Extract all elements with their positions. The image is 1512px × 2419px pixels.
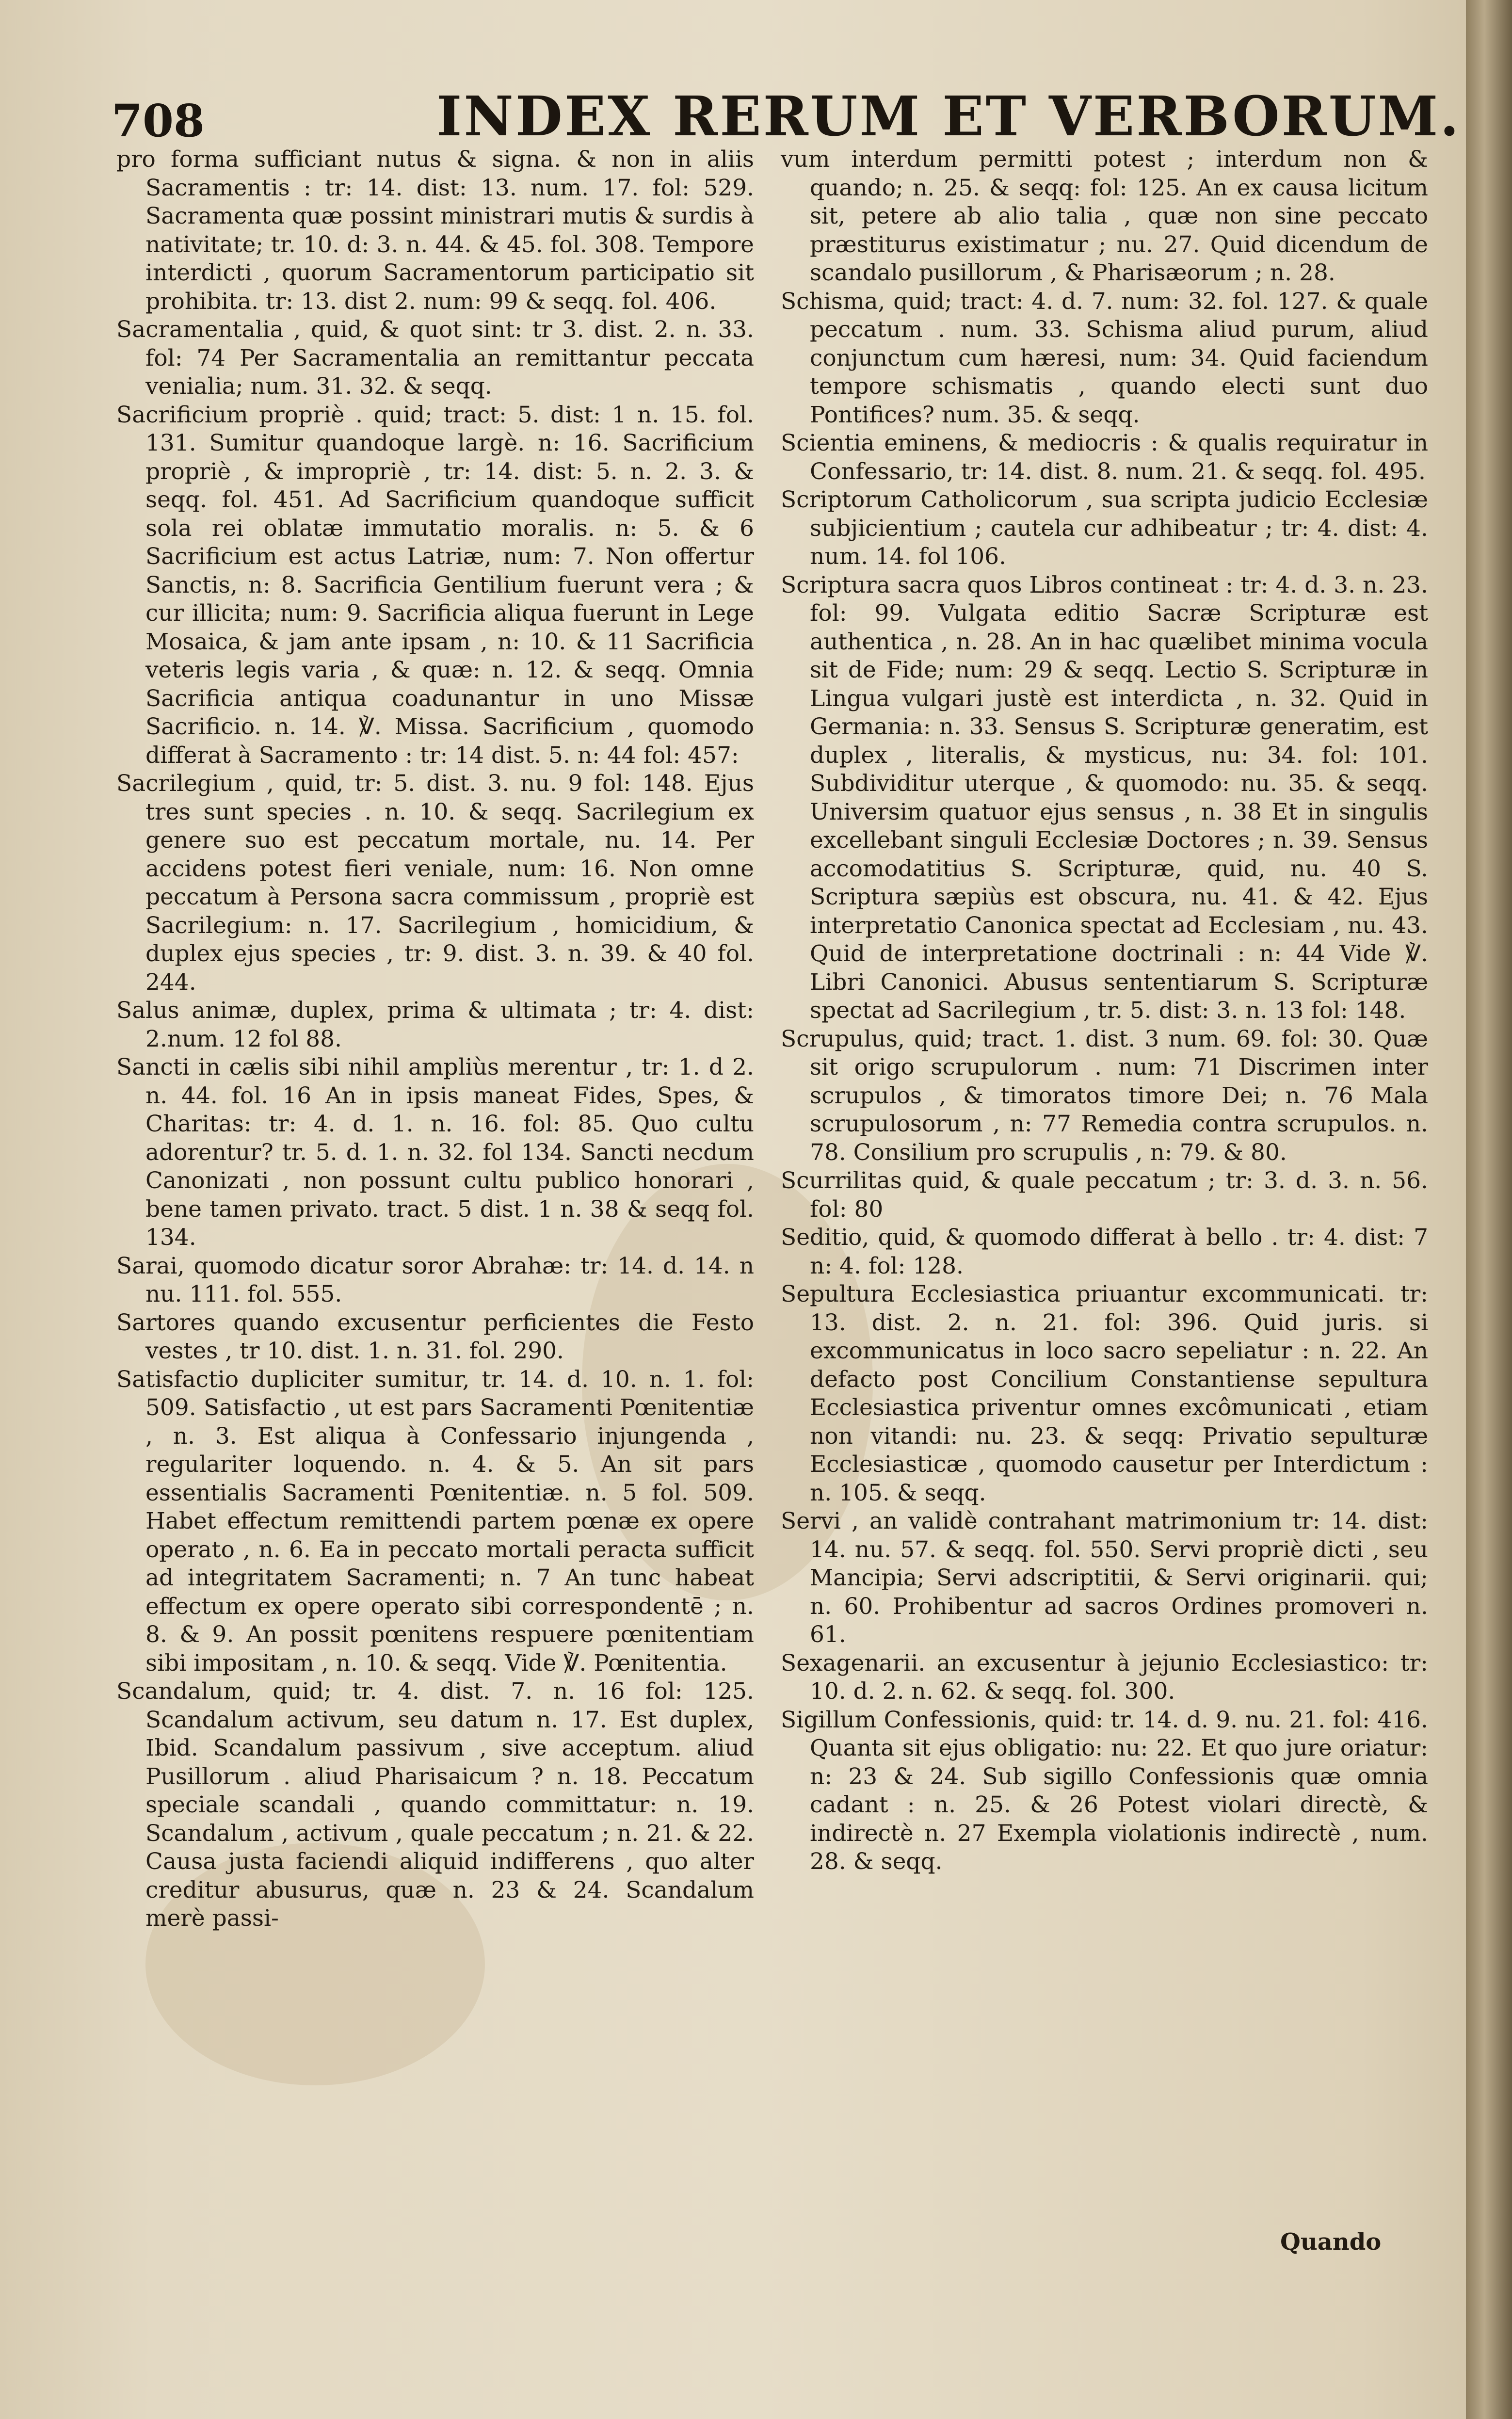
index-entry: Sacramentalia , quid, & quot sint: tr 3. dist. 2. n. 33. fol: 74 Per Sacramentalia an remittantur peccata venialia; num. 31. 32. & seqq.	[116, 316, 754, 400]
index-entry: Seditio, quid, & quomodo differat à bello . tr: 4. dist: 7 n: 4. fol: 128.	[781, 1224, 1428, 1279]
index-entry: Scriptorum Catholicorum , sua scripta judicio Ecclesiæ subjicientium ; cautela cur adhibeatur ; tr: 4. dist: 4. num. 14. fol 106.	[781, 486, 1428, 570]
index-entry: Salus animæ, duplex, prima & ultimata ; tr: 4. dist: 2.num. 12 fol 88.	[116, 997, 754, 1052]
index-entry: Schisma, quid; tract: 4. d. 7. num: 32. fol. 127. & quale peccatum . num. 33. Schisma aliud purum, aliud conjunctum cum hæresi, num: 34. Quid faciendum tempore schismatis , quando electi sunt duo Pontifices? num. 35. & seqq.	[781, 288, 1428, 428]
index-entry: Sacrificium propriè . quid; tract: 5. dist: 1 n. 15. fol. 131. Sumitur quandoque largè. n: 16. Sacrificium propriè , & impropriè , tr: 14. dist: 5. n. 2. 3. & seqq. fol. 451. Ad Sacrificium quandoque sufficit sola rei oblatæ immutatio moralis. n: 5. & 6 Sacrificium est actus Latriæ, num: 7. Non offertur Sanctis, n: 8. Sacrificia Gentilium fuerunt vera ; & cur illicita; num: 9. Sacrificia aliqua fuerunt in Lege Mosaica, & jam ante ipsam , n: 10. & 11 Sacrificia veteris legis varia , & quæ: n. 12. & seqq. Omnia Sacrificia antiqua coadunantur in uno Missæ Sacrificio. n. 14. ℣. Missa. Sacrificium , quomodo differat à Sacramento : tr: 14 dist. 5. n: 44 fol: 457:	[116, 401, 754, 769]
index-entry: Sartores quando excusentur perficientes die Festo vestes , tr 10. dist. 1. n. 31. fol. 290.	[116, 1309, 754, 1364]
page-edge-shadow	[1466, 0, 1512, 2419]
left-column	[116, 145, 754, 1933]
index-entry: Sexagenarii. an excusentur à jejunio Ecclesiastico: tr: 10. d. 2. n. 62. & seqq. fol. 300.	[781, 1649, 1428, 1705]
index-entry: Sepultura Ecclesiastica priuantur excommunicati. tr: 13. dist. 2. n. 21. fol: 396. Quid juris. si excommunicatus in loco sacro sepeliatur : n. 22. An defacto post Concilium Constantiense sepultura Ecclesiastica priventur omnes excômunicati , etiam non vitandi: nu. 23. & seqq: Privatio sepulturæ Ecclesiasticæ , quomodo causetur per Interdictum : n. 105. & seqq.	[781, 1281, 1428, 1506]
index-entry: Servi , an validè contrahant matrimonium tr: 14. dist: 14. nu. 57. & seqq. fol. 550. Servi propriè dicti , seu Mancipia; Servi adscriptitii, & Servi originarii. qui; n. 60. Prohibentur ad sacros Ordines promoveri n. 61.	[781, 1508, 1428, 1648]
index-entry: vum interdum permitti potest ; interdum non & quando; n. 25. & seqq: fol: 125. An ex causa licitum sit, petere ab alio talia , quæ non sine peccato præstiturus existimatur ; nu. 27. Quid dicendum de scandalo pusillorum , & Pharisæorum ; n. 28.	[781, 146, 1428, 286]
page-number: 708	[112, 95, 205, 147]
index-entry: Scriptura sacra quos Libros contineat : tr: 4. d. 3. n. 23. fol: 99. Vulgata editio Sacræ Scripturæ est authentica , n. 28. An in hac quælibet minima vocula sit de Fide; num: 29 & seqq. Lectio S. Scripturæ in Lingua vulgari justè est interdicta , n. 32. Quid in Germania: n. 33. Sensus S. Scripturæ generatim, est duplex , literalis, & mysticus, nu: 34. fol: 101. Subdividitur uterque , & quomodo: nu. 35. & seqq. Universim quatuor ejus sensus , n. 38 Et in singulis excellebant singuli Ecclesiæ Doctores ; n. 39. Sensus accomodatitius S. Scripturæ, quid, nu. 40 S. Scriptura sæpiùs est obscura, nu. 41. & 42. Ejus interpretatio Canonica spectat ad Ecclesiam , nu. 43. Quid de interpretatione doctrinali : n: 44 Vide ℣. Libri Canonici. Abusus sententiarum S. Scripturæ spectat ad Sacrilegium , tr. 5. dist: 3. n. 13 fol: 148.	[781, 571, 1428, 1024]
running-title: INDEX RERUM ET VERBORUM.	[436, 85, 1461, 148]
right-column	[781, 145, 1428, 1876]
index-entry: Satisfactio dupliciter sumitur, tr. 14. d. 10. n. 1. fol: 509. Satisfactio , ut est pars Sacramenti Pœnitentiæ , n. 3. Est aliqua à Confessario injungenda , regulariter loquendo. n. 4. & 5. An sit pars essentialis Sacramenti Pœnitentiæ. n. 5 fol. 509. Habet effectum remittendi partem pœnæ ex opere operato , n. 6. Ea in peccato mortali peracta sufficit ad integritatem Sacramenti; n. 7 An tunc habeat effectum ex opere operato sibi correspondentē ; n. 8. & 9. An possit pœnitens respuere pœnitentiam sibi impositam , n. 10. & seqq. Vide ℣. Pœnitentia.	[116, 1366, 754, 1677]
index-entry: pro forma sufficiant nutus & signa. & non in aliis Sacramentis : tr: 14. dist: 13. num. 17. fol: 529. Sacramenta quæ possint ministrari mutis & surdis à nativitate; tr. 10. d: 3. n. 44. & 45. fol. 308. Tempore interdicti , quorum Sacramentorum participatio sit prohibita. tr: 13. dist 2. num: 99 & seqq. fol. 406.	[116, 146, 754, 315]
index-entry: Scientia eminens, & mediocris : & qualis requiratur in Confessario, tr: 14. dist. 8. num. 21. & seqq. fol. 495.	[781, 430, 1428, 485]
index-entry: Sarai, quomodo dicatur soror Abrahæ: tr: 14. d. 14. n nu. 111. fol. 555.	[116, 1252, 754, 1307]
index-entry: Sacrilegium , quid, tr: 5. dist. 3. nu. 9 fol: 148. Ejus tres sunt species . n. 10. & seqq. Sacrilegium ex genere suo est peccatum mortale, nu. 14. Per accidens potest fieri veniale, num: 16. Non omne peccatum à Persona sacra commissum , propriè est Sacrilegium: n. 17. Sacrilegium , homicidium, & duplex ejus species , tr: 9. dist. 3. n. 39. & 40 fol. 244.	[116, 770, 754, 996]
index-entry: Sancti in cælis sibi nihil ampliùs merentur , tr: 1. d 2. n. 44. fol. 16 An in ipsis maneat Fides, Spes, & Charitas: tr: 4. d. 1. n. 16. fol: 85. Quo cultu adorentur? tr. 5. d. 1. n. 32. fol 134. Sancti necdum Canonizati , non possunt cultu publico honorari , bene tamen privato. tract. 5 dist. 1 n. 38 & seqq fol. 134.	[116, 1054, 754, 1251]
index-entry: Sigillum Confessionis, quid: tr. 14. d. 9. nu. 21. fol: 416. Quanta sit ejus obligatio: nu: 22. Et quo jure oriatur: n: 23 & 24. Sub sigillo Confessionis quæ omnia cadant : n. 25. & 26 Potest violari directè, & indirectè n. 27 Exempla violationis indirectè , num. 28. & seqq.	[781, 1706, 1428, 1875]
index-entry: Scandalum, quid; tr. 4. dist. 7. n. 16 fol: 125. Scandalum activum, seu datum n. 17. Est duplex, Ibid. Scandalum passivum , sive acceptum. aliud Pusillorum . aliud Pharisaicum ? n. 18. Peccatum speciale scandali , quando committatur: n. 19. Scandalum , activum , quale peccatum ; n. 21. & 22. Causa justa faciendi aliquid indifferens , quo alter creditur abusurus, quæ n. 23 & 24. Scandalum merè passi-	[116, 1678, 754, 1932]
index-entry: Scurrilitas quid, & quale peccatum ; tr: 3. d. 3. n. 56. fol: 80	[781, 1167, 1428, 1223]
catchword: Quando	[1280, 2228, 1382, 2256]
index-entry: Scrupulus, quid; tract. 1. dist. 3 num. 69. fol: 30. Quæ sit origo scrupulorum . num: 71 Discrimen inter scrupulos , & timoratos timore Dei; n. 76 Mala scrupulosorum , n: 77 Remedia contra scrupulos. n. 78. Consilium pro scrupulis , n: 79. & 80.	[781, 1025, 1428, 1166]
